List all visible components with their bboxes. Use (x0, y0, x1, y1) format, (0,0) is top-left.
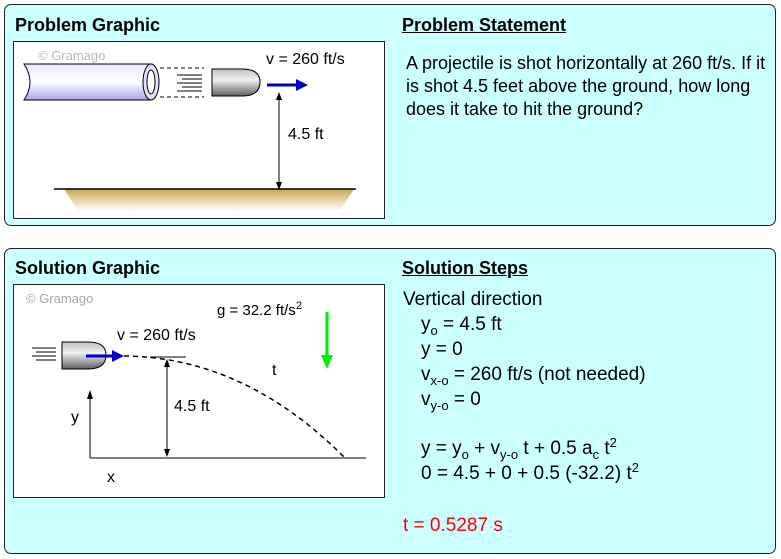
projectile-icon (212, 69, 260, 96)
problem-graphic (13, 41, 385, 219)
step-y0: $y_o = 4.5$ ft (421, 314, 502, 338)
gravity-arrow-icon (321, 312, 333, 369)
step-equation-general: $y = y_o + v_{y-o}$ t + 0.5 $a_c$ $t^2$ (421, 435, 617, 462)
y-axis-label: y (71, 409, 79, 426)
solution-graphic (13, 284, 385, 498)
x-axis-label: x (107, 469, 115, 486)
motion-lines-icon (32, 348, 56, 360)
height-label: 4.5 ft (288, 126, 324, 143)
velocity-label: v = 260 ft/s (117, 327, 196, 344)
axes (90, 392, 140, 458)
step-vy0: $v_{y-o} = 0$ (421, 389, 481, 413)
watermark: © Gramago (38, 48, 106, 63)
motion-lines-icon (160, 68, 204, 97)
time-label: t (272, 362, 277, 379)
problem-panel (4, 4, 776, 226)
step-vx0: $v_{x-o} = 260$ ft/s (not needed) (421, 364, 646, 388)
solution-graphic-heading: Solution Graphic (15, 258, 161, 278)
step-direction: Vertical direction (403, 289, 543, 310)
solution-steps-heading: Solution Steps (402, 258, 528, 278)
step-equation-substituted: 0 = 4.5 + 0 + 0.5 (-32.2) $t^2$ (421, 460, 639, 484)
solution-panel (4, 248, 776, 554)
height-arrow-bottom-icon (164, 449, 170, 457)
velocity-arrow-icon (267, 79, 308, 91)
velocity-label: v = 260 ft/s (266, 51, 345, 68)
answer: t = 0.5287 s (403, 515, 503, 536)
step-y: y = 0 (421, 339, 463, 360)
problem-graphic-heading: Problem Graphic (15, 15, 161, 35)
height-arrow-top-icon (276, 92, 282, 100)
solution-graphic-svg (14, 285, 385, 498)
trajectory-path (124, 356, 344, 457)
y-axis-arrow-icon (87, 390, 93, 399)
gravity-label: g = 32.2 $ft/s^2$ (217, 300, 302, 319)
cannon-barrel-icon (24, 64, 159, 100)
solution-steps (403, 287, 646, 486)
height-label: 4.5 ft (174, 398, 210, 415)
watermark: © Gramago (26, 291, 94, 306)
problem-graphic-svg (14, 42, 385, 219)
problem-statement-heading: Problem Statement (402, 15, 567, 35)
ground-icon (54, 189, 356, 211)
problem-statement-text: A projectile is shot horizontally at 260 ft/s. If it is shot 4.5 feet above the ground, how long does it take to hit the ground? (406, 53, 766, 119)
